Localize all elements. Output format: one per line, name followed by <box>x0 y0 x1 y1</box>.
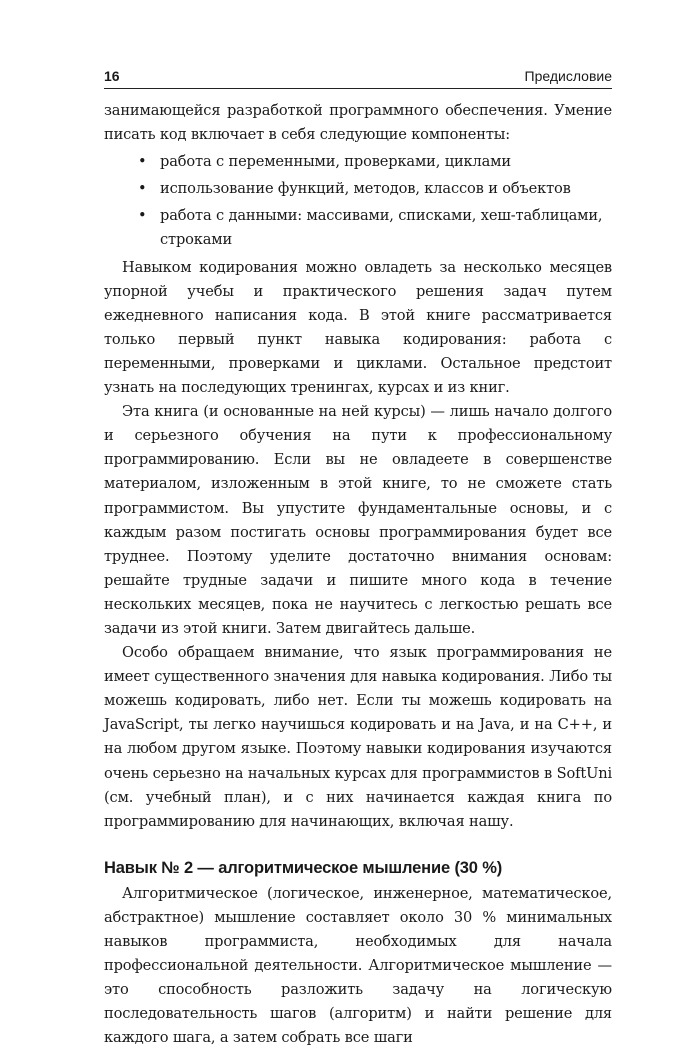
bullet-icon: • <box>138 153 147 171</box>
running-header <box>104 68 612 89</box>
list-item <box>138 204 612 252</box>
paragraph-3: Эта книга (и основанные на ней курсы) — лишь начало долгого и серьезного обучения на пути к профессиональному программированию. Если вы не овладеете в совершенстве материалом, изложенным в этой книге, то не сможете стать программистом. Вы упустите фундаментальные основы, и с каждым разом постигать основы программирования будет все труднее. Поэтому уделите достаточно внимания основам: решайте трудные задачи и пишите много кода в течение нескольких месяцев, пока не научитесь с легкостью решать все задачи из этой книги. Затем двигайтесь дальше. <box>104 403 612 637</box>
list-item-text: использование функций, методов, классов и объектов <box>160 180 571 198</box>
book-page <box>104 68 612 1050</box>
paragraph-4: Особо обращаем внимание, что язык программирования не имеет существенного значения для навыка кодирования. Либо ты можешь кодировать, либо нет. Если ты можешь кодировать на JavaScript, ты легко научишься кодировать и на Java, и на C++, и на любом другом языке. Поэтому навыки кодирования изучаются очень серьезно на начальных курсах для программистов в SoftUni (см. учебный план), и с них начинается каждая книга по программированию для начинающих, включая нашу. <box>104 644 612 830</box>
page-body <box>104 99 612 1050</box>
bullet-list <box>104 150 612 252</box>
page-number: 16 <box>104 68 120 84</box>
chapter-title: Предисловие <box>524 68 612 84</box>
list-item-text: работа с данными: массивами, списками, хеш-таблицами, строками <box>160 207 603 249</box>
bullet-icon: • <box>138 207 147 225</box>
paragraph-2: Навыком кодирования можно овладеть за несколько месяцев упорной учебы и практического решения задач путем ежедневного написания кода. В этой книге рассматривается только первый пункт навыка кодирования: работа с переменными, проверками и циклами. Остальное предстоит узнать на последующих тренингах, курсах и из книг. <box>104 258 612 397</box>
section-heading: Навык № 2 — алгоритмическое мышление (30 %) <box>104 858 503 877</box>
paragraph-5: Алгоритмическое (логическое, инженерное, математическое, абстрактное) мышление составляет около 30 % минимальных навыков программиста, необходимых для начала профессиональной деятельности. Алгоритмическое мышление — это способность разложить задачу на логическую последовательность шагов (алгоритм) и найти решение для каждого шага, а затем собрать все шаги <box>104 884 612 1047</box>
paragraph-1: занимающейся разработкой программного обеспечения. Умение писать код включает в себя следующие компоненты: <box>104 102 612 144</box>
list-item <box>138 177 612 201</box>
bullet-icon: • <box>138 180 147 198</box>
list-item <box>138 150 612 174</box>
list-item-text: работа с переменными, проверками, циклами <box>160 153 511 171</box>
